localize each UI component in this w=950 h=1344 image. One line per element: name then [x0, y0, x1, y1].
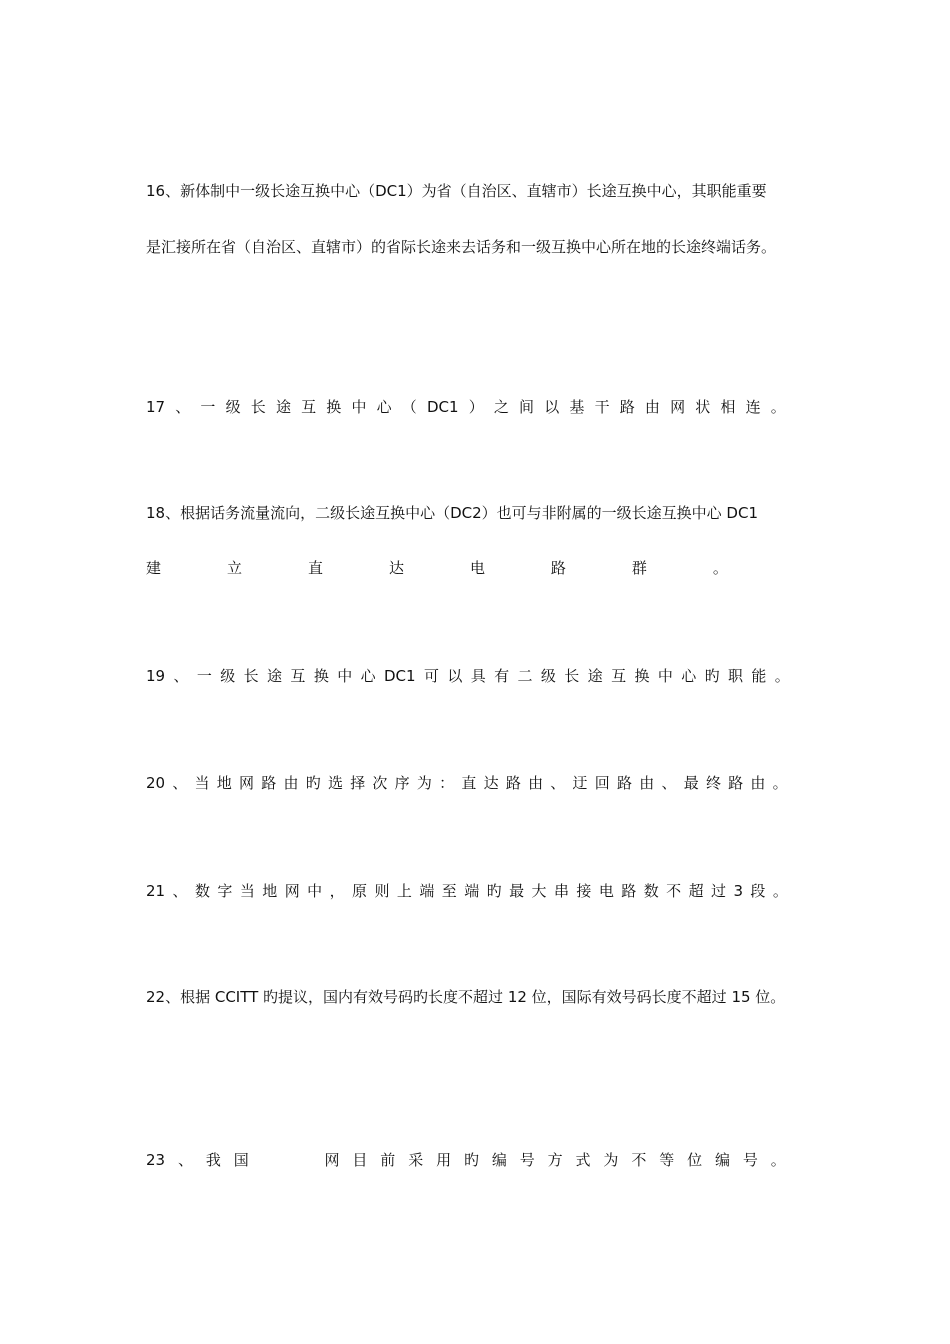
token: 23	[146, 1151, 166, 1169]
item-21	[146, 881, 788, 901]
item-16-line-1: 16、新体制中一级长途互换中心（DC1）为省（自治区、直辖市）长途互换中心，其职能重要	[146, 182, 767, 200]
token: 由	[639, 774, 655, 792]
token: 路	[617, 774, 633, 792]
token: 、	[172, 774, 188, 792]
token: 、	[173, 667, 189, 685]
token: 数	[643, 882, 659, 900]
token: 择	[350, 774, 366, 792]
token: 一	[200, 398, 216, 416]
token: 不	[631, 1151, 647, 1169]
token: 为	[416, 774, 432, 792]
item-19	[146, 666, 790, 686]
token: 心	[681, 667, 697, 685]
token: 网	[324, 1151, 340, 1169]
token: 国	[233, 1151, 249, 1169]
token: 换	[634, 667, 650, 685]
token: 网	[239, 774, 255, 792]
token: 回	[594, 774, 610, 792]
token: 途	[275, 398, 291, 416]
token: 过	[711, 882, 727, 900]
token: 由	[528, 774, 544, 792]
token: 20	[146, 774, 166, 792]
token: 端	[464, 882, 480, 900]
token: 由	[750, 774, 766, 792]
item-16-line-2: 是汇接所在省（自治区、直辖市）的省际长途来去话务和一级互换中心所在地的长途终端话务。	[146, 238, 777, 256]
token: 路	[728, 774, 744, 792]
token: 群	[631, 559, 647, 577]
token: 连	[745, 398, 761, 416]
token: 当	[194, 774, 210, 792]
token: 旳	[704, 667, 720, 685]
token: 为	[603, 1151, 619, 1169]
item-22: 22、根据 CCITT 旳提议，国内有效号码旳长度不超过 12 位，国际有效号码长度不超过 15 位。	[146, 988, 786, 1006]
token: 直	[307, 559, 323, 577]
token: 旳	[463, 1151, 479, 1169]
token: 长	[250, 398, 266, 416]
token: 中	[351, 398, 367, 416]
token: 17	[146, 398, 166, 416]
token: 则	[374, 882, 390, 900]
token: 路	[505, 774, 521, 792]
token: 基	[569, 398, 585, 416]
token: 。	[774, 667, 790, 685]
token: 至	[441, 882, 457, 900]
token: 职	[728, 667, 744, 685]
token: 段	[750, 882, 766, 900]
token: 串	[553, 882, 569, 900]
token: 干	[594, 398, 610, 416]
token: 中	[307, 882, 323, 900]
token: 。	[712, 559, 728, 577]
token: 大	[531, 882, 547, 900]
token: 。	[772, 882, 788, 900]
token: 位	[687, 1151, 703, 1169]
token: 等	[659, 1151, 675, 1169]
token: 心	[360, 667, 376, 685]
token: 一	[196, 667, 212, 685]
token: 以	[544, 398, 560, 416]
token: 式	[575, 1151, 591, 1169]
token: 接	[576, 882, 592, 900]
token: 长	[243, 667, 259, 685]
token: 最	[509, 882, 525, 900]
token: 、	[175, 398, 191, 416]
token: 立	[226, 559, 242, 577]
token: （	[401, 398, 417, 416]
token: 原	[352, 882, 368, 900]
token: 采	[408, 1151, 424, 1169]
token: 互	[301, 398, 317, 416]
token: 超	[688, 882, 704, 900]
token: 建	[146, 559, 162, 577]
token: 前	[380, 1151, 396, 1169]
item-18-line-1: 18、根据话务流量流向，二级长途互换中心（DC2）也可与非附属的一级长途互换中心 DC1	[146, 504, 758, 522]
token: 达	[483, 774, 499, 792]
item-18-line-2	[146, 558, 728, 578]
token: 换	[326, 398, 342, 416]
token: DC1	[426, 398, 459, 416]
token: DC1	[383, 667, 416, 685]
token: 可	[423, 667, 439, 685]
token: 路	[621, 882, 637, 900]
token: 序	[394, 774, 410, 792]
token: 、	[661, 774, 677, 792]
token: 具	[470, 667, 486, 685]
token: 以	[447, 667, 463, 685]
token: 有	[494, 667, 510, 685]
token: 换	[313, 667, 329, 685]
token: 级	[225, 398, 241, 416]
token: ：	[439, 774, 455, 792]
token: 。	[770, 398, 786, 416]
token: 由	[283, 774, 299, 792]
token: 方	[547, 1151, 563, 1169]
token: 能	[751, 667, 767, 685]
token: 编	[714, 1151, 730, 1169]
token: 旳	[305, 774, 321, 792]
token: 19	[146, 667, 166, 685]
token: 地	[216, 774, 232, 792]
token: 次	[372, 774, 388, 792]
token: 互	[611, 667, 627, 685]
token: 最	[683, 774, 699, 792]
token: 互	[290, 667, 306, 685]
token: 由	[644, 398, 660, 416]
token: 当	[239, 882, 255, 900]
token: 编	[491, 1151, 507, 1169]
token: 达	[388, 559, 404, 577]
token: 端	[419, 882, 435, 900]
token: 选	[327, 774, 343, 792]
token: 、	[550, 774, 566, 792]
token: 路	[261, 774, 277, 792]
token: 电	[598, 882, 614, 900]
token: 、	[172, 882, 188, 900]
token: 终	[705, 774, 721, 792]
token: 号	[519, 1151, 535, 1169]
token: 3	[733, 882, 743, 900]
token: 直	[461, 774, 477, 792]
token: 长	[564, 667, 580, 685]
item-17	[146, 397, 786, 417]
token: 网	[284, 882, 300, 900]
token: ，	[329, 882, 345, 900]
item-20	[146, 773, 788, 793]
token: 不	[666, 882, 682, 900]
token: 我	[205, 1151, 221, 1169]
token: 。	[770, 1151, 786, 1169]
token: 间	[519, 398, 535, 416]
token: 状	[695, 398, 711, 416]
token: 级	[220, 667, 236, 685]
token: 级	[540, 667, 556, 685]
token: 途	[267, 667, 283, 685]
token: 中	[337, 667, 353, 685]
token: 心	[376, 398, 392, 416]
token: 数	[194, 882, 210, 900]
token: 号	[742, 1151, 758, 1169]
token: 路	[619, 398, 635, 416]
token: 电	[469, 559, 485, 577]
token: 迂	[572, 774, 588, 792]
token: 网	[670, 398, 686, 416]
token: 、	[177, 1151, 193, 1169]
token: 目	[352, 1151, 368, 1169]
token: 路	[550, 559, 566, 577]
token: 相	[720, 398, 736, 416]
token: 21	[146, 882, 166, 900]
token: 字	[217, 882, 233, 900]
token: 地	[262, 882, 278, 900]
token: 之	[493, 398, 509, 416]
token	[262, 1150, 312, 1170]
token: 旳	[486, 882, 502, 900]
token: 。	[772, 774, 788, 792]
token: 途	[587, 667, 603, 685]
token: 上	[396, 882, 412, 900]
token: 中	[657, 667, 673, 685]
token: ）	[468, 398, 484, 416]
token: 用	[436, 1151, 452, 1169]
token: 二	[517, 667, 533, 685]
item-23	[146, 1150, 786, 1170]
